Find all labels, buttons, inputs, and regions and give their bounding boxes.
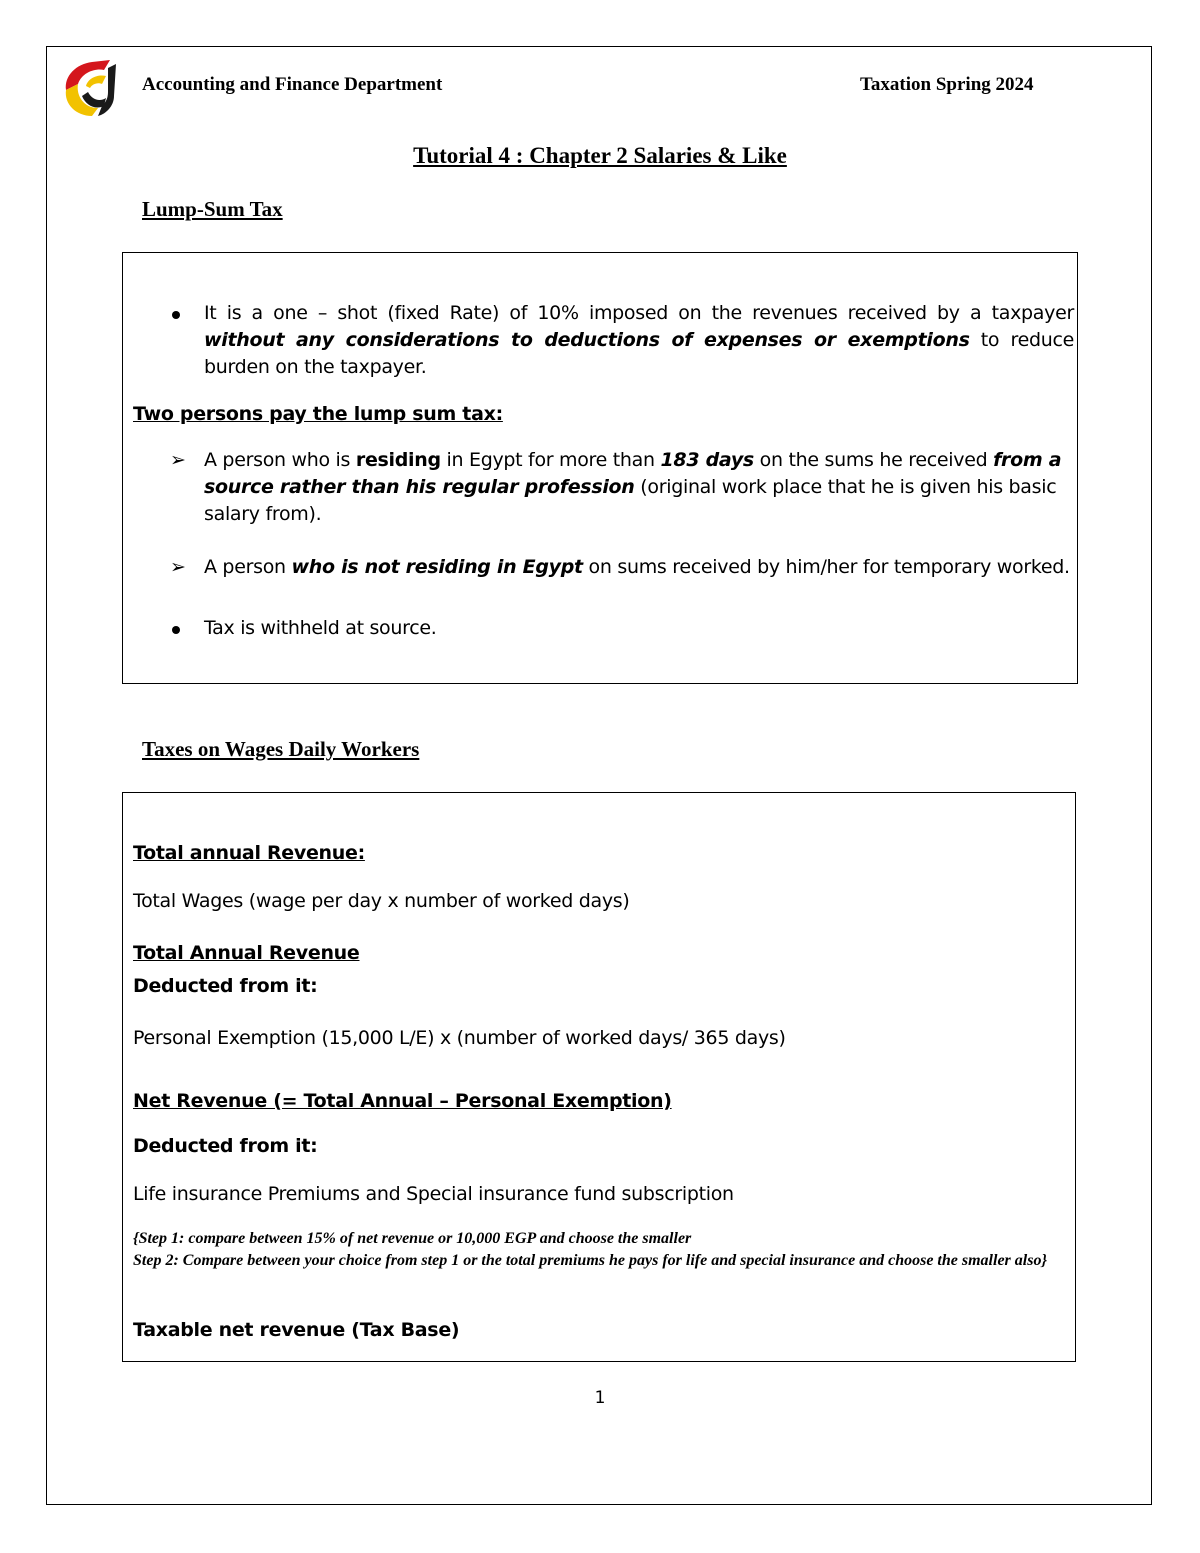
- university-logo-icon: [58, 56, 120, 120]
- page-number: 1: [594, 1388, 606, 1408]
- daily-workers-heading: Taxes on Wages Daily Workers: [142, 737, 420, 761]
- lump-sum-definition: It is a one – shot (fixed Rate) of 10% imposed on the revenues received by a taxpayer without any considerations to deductions of expenses or exemptions to reduce burden on the taxpayer.: [204, 302, 1074, 378]
- department-name: Accounting and Finance Department: [142, 74, 443, 95]
- person-residing-item: A person who is residing in Egypt for more than 183 days on the sums he received from a source rather than his regular profession (original work place that he is given his basic salary from).: [204, 449, 1062, 525]
- two-persons-heading: Two persons pay the lump sum tax:: [133, 403, 503, 425]
- bullet-dot: [172, 626, 180, 634]
- total-annual-revenue-heading: Total Annual Revenue: [133, 942, 360, 964]
- arrow-bullet-icon: ➢: [170, 449, 186, 471]
- total-annual-revenue-label: Total annual Revenue:: [133, 842, 365, 864]
- net-revenue-heading: Net Revenue (= Total Annual – Personal Exemption): [133, 1090, 672, 1112]
- course-name: Taxation Spring 2024: [860, 74, 1034, 95]
- total-wages-text: Total Wages (wage per day x number of worked days): [133, 890, 630, 912]
- deducted-from-it-label: Deducted from it:: [133, 1135, 318, 1157]
- taxable-net-revenue-label: Taxable net revenue (Tax Base): [133, 1319, 460, 1341]
- deducted-from-it-label: Deducted from it:: [133, 975, 318, 997]
- daily-workers-box: [122, 792, 1076, 1362]
- person-not-residing-item: A person who is not residing in Egypt on sums received by him/her for temporary worked.: [204, 556, 1070, 578]
- life-insurance-text: Life insurance Premiums and Special insurance fund subscription: [133, 1183, 734, 1205]
- page-title: Tutorial 4 : Chapter 2 Salaries & Like: [413, 143, 787, 168]
- bullet-dot: [172, 311, 180, 319]
- personal-exemption-text: Personal Exemption (15,000 L/E) x (number of worked days/ 365 days): [133, 1027, 786, 1049]
- steps-note: {Step 1: compare between 15% of net revenue or 10,000 EGP and choose the smaller Step 2: Compare between your choice from step 1 or the total premiums he pays for life and special insurance and choose the smaller also}: [133, 1230, 1048, 1269]
- lump-sum-heading: Lump-Sum Tax: [142, 197, 283, 221]
- arrow-bullet-icon: ➢: [170, 556, 186, 578]
- tax-withheld-item: Tax is withheld at source.: [204, 617, 437, 639]
